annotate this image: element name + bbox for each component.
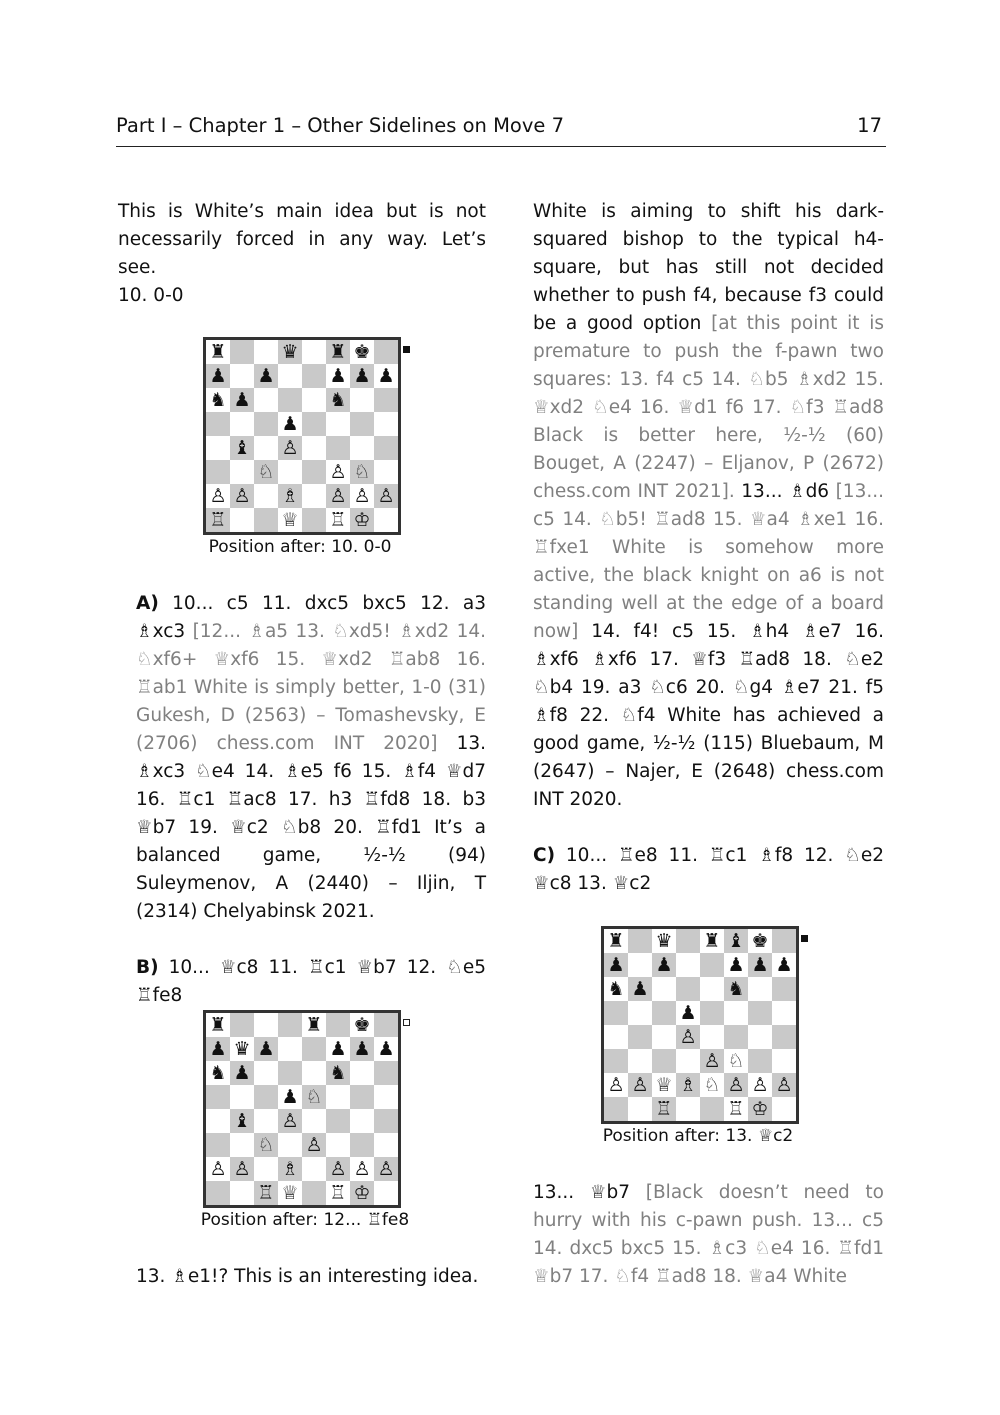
white-pawn-icon: ♙ [326, 484, 350, 508]
square-b3 [230, 1133, 254, 1157]
square-c6 [254, 1061, 278, 1085]
white-knight-icon: ♘ [350, 460, 374, 484]
black-rook-icon: ♜ [326, 340, 350, 364]
black-pawn-icon: ♟ [230, 388, 254, 412]
square-c2 [254, 484, 278, 508]
black-bishop-icon: ♝ [724, 929, 748, 953]
black-to-move-marker [801, 935, 808, 942]
square-a5 [206, 1085, 230, 1109]
black-pawn-icon: ♟ [772, 953, 796, 977]
move-10-line [118, 282, 486, 310]
square-c6 [652, 977, 676, 1001]
square-g3 [350, 1133, 374, 1157]
white-pawn-icon: ♙ [350, 484, 374, 508]
white-pawn-icon: ♙ [230, 1157, 254, 1181]
square-h1 [772, 1097, 796, 1121]
white-rook-icon: ♖ [652, 1097, 676, 1121]
black-pawn-icon: ♟ [326, 1037, 350, 1061]
square-e5 [302, 412, 326, 436]
square-e6 [700, 977, 724, 1001]
white-pawn-icon: ♙ [326, 1157, 350, 1181]
square-f3 [326, 1133, 350, 1157]
white-king-icon: ♔ [350, 508, 374, 532]
diagram-1-caption: Position after: 10. 0-0 [208, 537, 392, 557]
white-pawn-icon: ♙ [772, 1073, 796, 1097]
variation-b [136, 954, 486, 1010]
white-pawn-icon: ♙ [206, 484, 230, 508]
square-f8 [326, 1013, 350, 1037]
square-d3 [278, 1133, 302, 1157]
white-rook-icon: ♖ [326, 508, 350, 532]
square-h3 [374, 460, 398, 484]
square-c5 [254, 1085, 278, 1109]
white-knight-icon: ♘ [254, 1133, 278, 1157]
white-pawn-icon: ♙ [350, 1157, 374, 1181]
square-c8 [254, 1013, 278, 1037]
square-e2 [302, 484, 326, 508]
diagram-2-caption: Position after: 12... ♖fe8 [200, 1210, 410, 1230]
square-b5 [230, 412, 254, 436]
white-pawn-icon: ♙ [206, 1157, 230, 1181]
square-b8 [230, 1013, 254, 1037]
square-g5 [748, 1001, 772, 1025]
white-pawn-icon: ♙ [676, 1025, 700, 1049]
square-e7 [302, 1037, 326, 1061]
square-c8 [254, 340, 278, 364]
white-pawn-icon: ♙ [278, 436, 302, 460]
right-paragraph-3 [533, 1179, 884, 1291]
square-d1 [676, 1097, 700, 1121]
black-pawn-icon: ♟ [374, 364, 398, 388]
variation-a-label: A) [136, 593, 159, 614]
square-b1 [628, 1097, 652, 1121]
square-e2 [302, 1157, 326, 1181]
black-pawn-icon: ♟ [254, 364, 278, 388]
variation-a-sideline: [12... ♗a5 13. ♘xd5! ♗xd2 14. ♘xf6+ ♕xf6 15. ♕xd2 ♖ab8 16. ♖ab1 White is simply better, 1-0 (31) Gukesh, D (2563) – Tomashevsky, E (2706) chess.com INT 2020] [136, 621, 487, 754]
square-g3 [748, 1049, 772, 1073]
square-e6 [302, 388, 326, 412]
square-f5 [326, 412, 350, 436]
diagram-3-caption: Position after: 13. ♕c2 [602, 1126, 794, 1146]
black-pawn-icon: ♟ [604, 953, 628, 977]
black-pawn-icon: ♟ [206, 364, 230, 388]
black-rook-icon: ♜ [700, 929, 724, 953]
square-a4 [206, 1109, 230, 1133]
right-paragraph-1 [533, 198, 884, 814]
move-10-text: 10. 0-0 [118, 285, 184, 306]
square-b3 [230, 460, 254, 484]
black-pawn-icon: ♟ [676, 1001, 700, 1025]
square-e4 [302, 1109, 326, 1133]
square-h6 [374, 1061, 398, 1085]
black-pawn-icon: ♟ [724, 953, 748, 977]
chess-diagram-3 [601, 926, 799, 1124]
main-line-f4: 14. f4! c5 15. ♗h4 ♗e7 16. ♗xf6 ♗xf6 17. ♕f3 ♖ad8 18. ♘e2 ♘b4 19. a3 ♘c6 20. ♘g4 ♗e7 21. f5 ♗f8 22. ♘f4 White has achieved a good game, ½-½ (115) Bluebaum, M (2647) – Najer, E (2648) chess.com INT 2020. [533, 621, 884, 810]
black-knight-icon: ♞ [326, 1061, 350, 1085]
square-e4 [302, 436, 326, 460]
square-a1 [206, 1181, 230, 1205]
square-b5 [628, 1001, 652, 1025]
square-d8 [676, 929, 700, 953]
white-queen-icon: ♕ [278, 508, 302, 532]
intro-paragraph [118, 198, 486, 282]
square-h4 [374, 1109, 398, 1133]
white-pawn-icon: ♙ [628, 1073, 652, 1097]
square-h6 [374, 388, 398, 412]
square-a3 [206, 1133, 230, 1157]
black-rook-icon: ♜ [206, 1013, 230, 1037]
square-e1 [700, 1097, 724, 1121]
square-a3 [206, 460, 230, 484]
square-d3 [676, 1049, 700, 1073]
chess-diagram-1 [203, 337, 401, 535]
square-h1 [374, 508, 398, 532]
main-line-bd6: 13... ♗d6 [734, 481, 836, 502]
square-c6 [254, 388, 278, 412]
chess-diagram-2 [203, 1010, 401, 1208]
black-pawn-icon: ♟ [374, 1037, 398, 1061]
square-g4 [350, 436, 374, 460]
black-bishop-icon: ♝ [230, 436, 254, 460]
square-h5 [374, 1085, 398, 1109]
white-pawn-icon: ♙ [374, 484, 398, 508]
square-g4 [748, 1025, 772, 1049]
square-f4 [326, 436, 350, 460]
square-g4 [350, 1109, 374, 1133]
square-h6 [772, 977, 796, 1001]
black-knight-icon: ♞ [326, 388, 350, 412]
square-g5 [350, 412, 374, 436]
square-a5 [604, 1001, 628, 1025]
black-pawn-icon: ♟ [278, 1085, 302, 1109]
black-king-icon: ♚ [350, 1013, 374, 1037]
black-king-icon: ♚ [748, 929, 772, 953]
square-h4 [772, 1025, 796, 1049]
white-to-move-marker [403, 1019, 410, 1026]
variation-b-moves: 10... ♕c8 11. ♖c1 ♕b7 12. ♘e5 ♖fe8 [136, 957, 486, 1006]
running-header [116, 114, 884, 150]
square-d3 [278, 460, 302, 484]
square-b7 [230, 364, 254, 388]
square-h4 [374, 436, 398, 460]
white-pawn-icon: ♙ [748, 1073, 772, 1097]
black-bishop-icon: ♝ [230, 1109, 254, 1133]
black-pawn-icon: ♟ [350, 1037, 374, 1061]
square-h8 [374, 1013, 398, 1037]
black-pawn-icon: ♟ [230, 1061, 254, 1085]
square-e1 [302, 508, 326, 532]
square-c5 [652, 1001, 676, 1025]
white-pawn-icon: ♙ [700, 1049, 724, 1073]
black-pawn-icon: ♟ [206, 1037, 230, 1061]
square-b1 [230, 508, 254, 532]
white-knight-icon: ♘ [724, 1049, 748, 1073]
black-pawn-icon: ♟ [254, 1037, 278, 1061]
square-c4 [254, 436, 278, 460]
move-13-black: 13... ♕b7 [533, 1182, 646, 1203]
variation-b-label: B) [136, 957, 159, 978]
black-knight-icon: ♞ [724, 977, 748, 1001]
white-bishop-icon: ♗ [278, 1157, 302, 1181]
black-pawn-icon: ♟ [326, 364, 350, 388]
square-h8 [772, 929, 796, 953]
square-b5 [230, 1085, 254, 1109]
black-queen-icon: ♛ [278, 340, 302, 364]
white-bishop-icon: ♗ [676, 1073, 700, 1097]
square-f5 [724, 1001, 748, 1025]
black-pawn-icon: ♟ [350, 364, 374, 388]
square-c4 [652, 1025, 676, 1049]
black-rook-icon: ♜ [206, 340, 230, 364]
white-king-icon: ♔ [350, 1181, 374, 1205]
square-d8 [278, 1013, 302, 1037]
white-knight-icon: ♘ [302, 1085, 326, 1109]
white-rook-icon: ♖ [724, 1097, 748, 1121]
square-h5 [374, 412, 398, 436]
black-queen-icon: ♛ [652, 929, 676, 953]
black-pawn-icon: ♟ [748, 953, 772, 977]
square-h5 [772, 1001, 796, 1025]
main-line-text: White is aiming to shift his dark-squared bishop to the typical h4-square, but has still not decided whether to push f4, because f3 could be a good option [533, 201, 884, 334]
square-e6 [302, 1061, 326, 1085]
chapter-title: Part I – Chapter 1 – Other Sidelines on Move 7 [116, 114, 564, 137]
variation-c [533, 842, 884, 898]
white-pawn-icon: ♙ [302, 1133, 326, 1157]
square-b3 [628, 1049, 652, 1073]
move-13-line [136, 1263, 496, 1291]
square-f5 [326, 1085, 350, 1109]
square-b8 [628, 929, 652, 953]
square-e4 [700, 1025, 724, 1049]
black-knight-icon: ♞ [206, 388, 230, 412]
white-knight-icon: ♘ [254, 460, 278, 484]
square-e7 [700, 953, 724, 977]
white-rook-icon: ♖ [326, 1181, 350, 1205]
black-rook-icon: ♜ [604, 929, 628, 953]
white-pawn-icon: ♙ [230, 484, 254, 508]
white-pawn-icon: ♙ [604, 1073, 628, 1097]
square-a5 [206, 412, 230, 436]
square-b4 [628, 1025, 652, 1049]
white-queen-icon: ♕ [652, 1073, 676, 1097]
white-pawn-icon: ♙ [374, 1157, 398, 1181]
black-knight-icon: ♞ [604, 977, 628, 1001]
black-rook-icon: ♜ [302, 1013, 326, 1037]
square-f4 [326, 1109, 350, 1133]
square-h3 [772, 1049, 796, 1073]
square-b1 [230, 1181, 254, 1205]
black-king-icon: ♚ [350, 340, 374, 364]
header-rule [116, 146, 886, 147]
sideline-c5: [13... c5 14. ♘b5! ♖ad8 15. ♕a4 ♗xe1 16. ♖fxe1 White is somehow more active, the black knight on a6 is not standing well at the edge of a board now] [533, 481, 884, 642]
page-number: 17 [857, 114, 882, 137]
white-rook-icon: ♖ [206, 508, 230, 532]
square-h8 [374, 340, 398, 364]
square-b8 [230, 340, 254, 364]
variation-a [136, 590, 486, 926]
variation-c-moves: 10... ♖e8 11. ♖c1 ♗f8 12. ♘e2 ♕c8 13. ♕c2 [533, 845, 884, 894]
black-to-move-marker [403, 346, 410, 353]
square-e5 [700, 1001, 724, 1025]
black-pawn-icon: ♟ [628, 977, 652, 1001]
square-c2 [254, 1157, 278, 1181]
square-d7 [278, 1037, 302, 1061]
sideline-f4: [at this point it is premature to push the f-pawn two squares: 13. f4 c5 14. ♘b5 ♗xd2 15. ♕xd2 ♘e4 16. ♕d1 f6 17. ♘f3 ♖ad8 Black is better here, ½-½ (60) Bouget, A (2247) – Eljanov, P (2672) chess.com INT 2021]. [533, 313, 884, 502]
square-g5 [350, 1085, 374, 1109]
white-knight-icon: ♘ [700, 1073, 724, 1097]
black-pawn-icon: ♟ [278, 412, 302, 436]
square-d6 [278, 388, 302, 412]
square-h1 [374, 1181, 398, 1205]
square-a4 [206, 436, 230, 460]
white-king-icon: ♔ [748, 1097, 772, 1121]
square-c1 [254, 508, 278, 532]
square-a1 [604, 1097, 628, 1121]
white-bishop-icon: ♗ [278, 484, 302, 508]
square-a3 [604, 1049, 628, 1073]
square-e7 [302, 364, 326, 388]
black-queen-icon: ♛ [230, 1037, 254, 1061]
variation-a-continuation: 13. ♗xc3 ♘e4 14. ♗e5 f6 15. ♗f4 ♕d7 16. ♖c1 ♖ac8 17. h3 ♖fd8 18. b3 ♕b7 19. ♕c2 ♘b8 20. ♖fd1 It’s a balanced game, ½-½ (94) Suleymenov, A (2440) – Iljin, T (2314) Chelyabinsk 2021. [136, 733, 486, 922]
square-d6 [278, 1061, 302, 1085]
white-queen-icon: ♕ [278, 1181, 302, 1205]
white-rook-icon: ♖ [254, 1181, 278, 1205]
square-g6 [350, 1061, 374, 1085]
white-pawn-icon: ♙ [278, 1109, 302, 1133]
square-c3 [652, 1049, 676, 1073]
sideline-13-c5: [Black doesn’t need to hurry with his c-pawn push. 13... c5 14. dxc5 bxc5 15. ♗c3 ♘e4 16. ♖fd1 ♕b7 17. ♘f4 ♖ad8 18. ♕a4 White [533, 1182, 884, 1287]
square-e3 [302, 460, 326, 484]
square-d6 [676, 977, 700, 1001]
move-13-text: 13. ♗e1!? This is an interesting idea. [136, 1266, 479, 1287]
square-b7 [628, 953, 652, 977]
white-pawn-icon: ♙ [724, 1073, 748, 1097]
square-h3 [374, 1133, 398, 1157]
variation-c-label: C) [533, 845, 556, 866]
black-pawn-icon: ♟ [652, 953, 676, 977]
variation-a-moves: 10... c5 11. dxc5 bxc5 12. a3 ♗xc3 [136, 593, 486, 642]
square-d7 [676, 953, 700, 977]
square-d7 [278, 364, 302, 388]
black-knight-icon: ♞ [206, 1061, 230, 1085]
square-c4 [254, 1109, 278, 1133]
square-g6 [748, 977, 772, 1001]
square-f4 [724, 1025, 748, 1049]
square-c5 [254, 412, 278, 436]
square-e8 [302, 340, 326, 364]
square-e1 [302, 1181, 326, 1205]
square-g6 [350, 388, 374, 412]
square-a4 [604, 1025, 628, 1049]
white-pawn-icon: ♙ [326, 460, 350, 484]
intro-text: This is White’s main idea but is not necessarily forced in any way. Let’s see. [118, 201, 486, 278]
